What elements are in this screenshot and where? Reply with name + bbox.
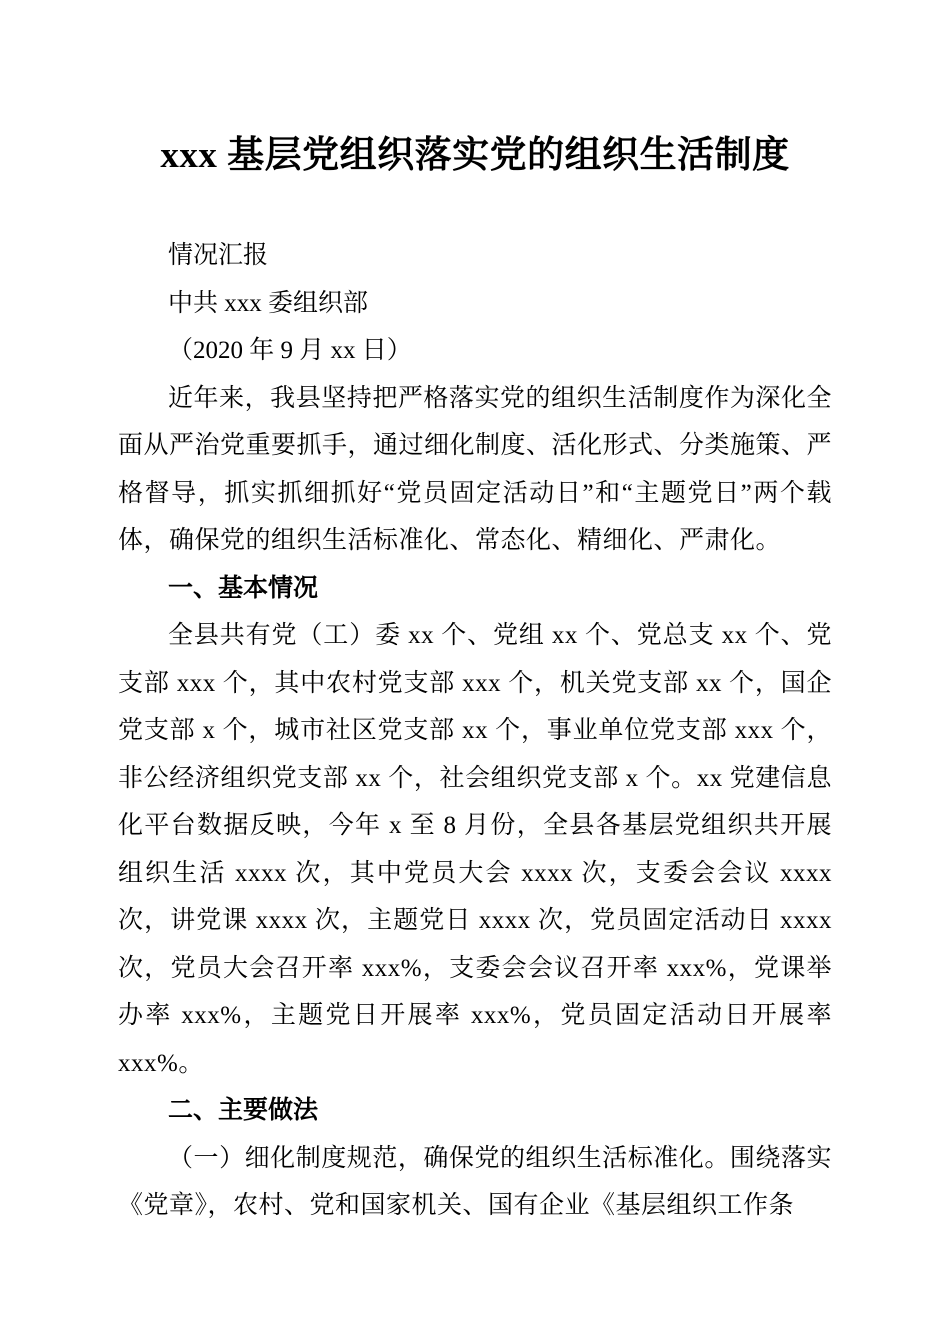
document-meta: [118, 232, 832, 375]
intro-paragraph: 近年来，我县坚持把严格落实党的组织生活制度作为深化全面从严治党重要抓手，通过细化制度、活化形式、分类施策、严格督导，抓实抓细抓好“党员固定活动日”和“主题党日”两个载体，确保党的组织生活标准化、常态化、精细化、严肃化。: [118, 384, 833, 554]
section-1-paragraph: 全县共有党（工）委 xx 个、党组 xx 个、党总支 xx 个、党支部 xxx 个，其中农村党支部 xxx 个，机关党支部 xx 个，国企党支部 x 个，城市社区党支部 xx 个，事业单位党支部 xxx 个，非公经济组织党支部 xx 个，社会组织党支部 x 个。xx 党建信息化平台数据反映，今年 x 至 8 月份，全县各基层党组织共开展组织生活 xxxx 次，其中党员大会 xxxx 次，支委会会议 xxxx 次，讲党课 xxxx 次，主题党日 xxxx 次，党员固定活动日 xxxx 次，党员大会召开率 xxx%，支委会会议召开率 xxx%，党课举办率 xxx%，主题党日开展率 xxx%，党员固定活动日开展率 xxx%。: [118, 622, 832, 1077]
meta-line-report-type: 情况汇报: [168, 242, 269, 269]
document-title: xxx 基层党组织落实党的组织生活制度: [160, 135, 790, 176]
section-heading-basic-situation: 一、基本情况: [168, 573, 319, 602]
meta-line-date: （2020 年 9 月 xx 日）: [168, 337, 412, 364]
meta-line-author: 中共 xxx 委组织部: [168, 289, 369, 317]
section-heading-main-practices: 二、主要做法: [168, 1096, 319, 1124]
section-2-paragraph: （一）细化制度规范，确保党的组织生活标准化。围绕落实《党章》，农村、党和国家机关、国有企业《基层组织工作条: [118, 1144, 832, 1219]
